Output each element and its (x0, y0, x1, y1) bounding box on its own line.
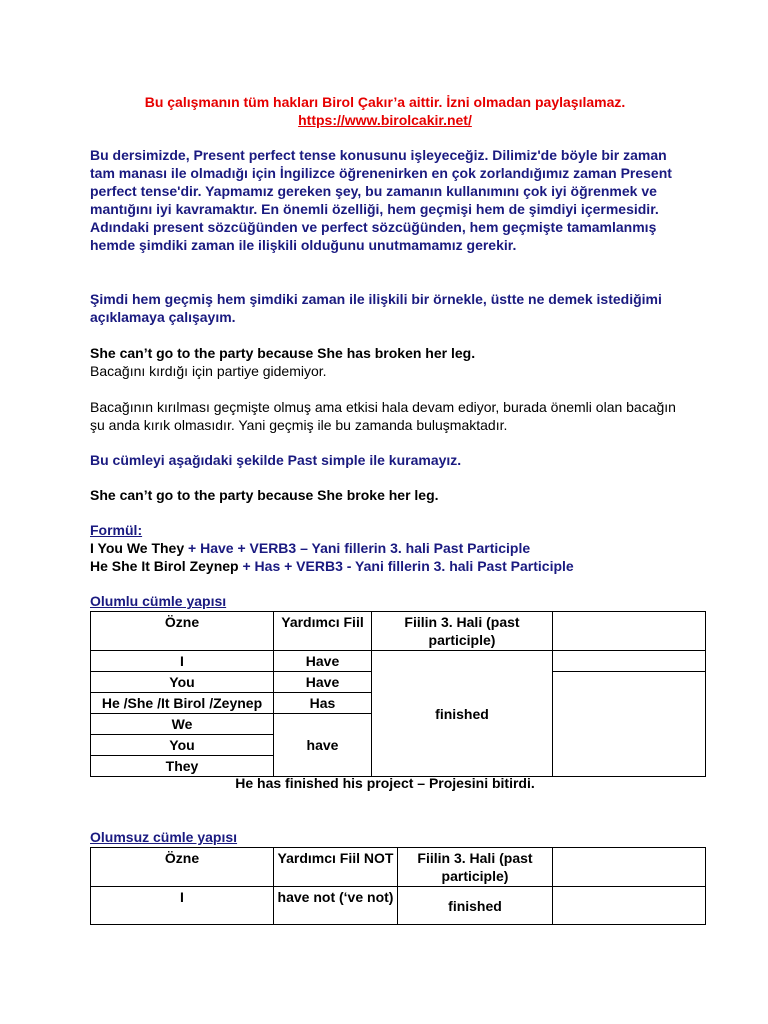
empty-cell (553, 887, 706, 925)
example-explanation: Bacağının kırılması geçmişte olmuş ama etkisi hala devam ediyor, burada önemli olan bacağın şu anda kırık olmasıdır. Yani geçmiş ile bu zamanda buluşmaktadır. (90, 399, 676, 433)
rights-text: Bu çalışmanın tüm hakları Birol Çakır’a aittir. İzni olmadan paylaşılamaz. (144, 94, 626, 110)
subject-cell: We (91, 714, 274, 735)
past-simple-sentence: She can’t go to the party because She broke her leg. (90, 487, 439, 503)
positive-heading: Olumlu cümle yapısı (90, 593, 227, 609)
copyright-notice (90, 93, 680, 129)
table-row (91, 887, 706, 925)
aux-cell: have not (‘ve not) (274, 887, 398, 925)
header-subject: Özne (91, 848, 274, 887)
table-row (91, 651, 706, 672)
table-row (91, 612, 706, 651)
example-translation: Bacağını kırdığı için partiye gidemiyor. (90, 363, 327, 379)
formula-line-1 (90, 539, 680, 557)
header-aux: Yardımcı Fiil NOT (274, 848, 398, 887)
aux-cell: Have (274, 651, 372, 672)
header-aux: Yardımcı Fiil (274, 612, 372, 651)
formula-heading: Formül: (90, 522, 143, 538)
example-block (90, 344, 680, 380)
subject-cell: They (91, 756, 274, 777)
table-row (91, 848, 706, 887)
negative-table (90, 847, 706, 925)
header-subject: Özne (91, 612, 274, 651)
aux-plural-cell: have (274, 714, 372, 777)
formula-block (90, 521, 680, 575)
subject-cell: You (91, 735, 274, 756)
positive-table (90, 611, 706, 777)
example-intro-paragraph: Şimdi hem geçmiş hem şimdiki zaman ile ilişkili bir örnekle, üstte ne demek istediğimi açıklamaya çalışayım. (90, 291, 662, 325)
header-verb3: Fiilin 3. Hali (past participle) (372, 612, 553, 651)
header-empty (553, 612, 706, 651)
past-simple-note: Bu cümleyi aşağıdaki şekilde Past simple ile kuramayız. (90, 452, 462, 468)
aux-cell: Have (274, 672, 372, 693)
subject-cell: He /She /It Birol /Zeynep (91, 693, 274, 714)
formula-line-2 (90, 557, 680, 575)
subject-cell: You (91, 672, 274, 693)
subject-cell: I (91, 887, 274, 925)
positive-example: He has finished his project – Projesini bitirdi. (235, 775, 535, 791)
verb-cell: finished (372, 651, 553, 777)
empty-cell (553, 651, 706, 672)
formula-line-1-subjects: I You We They (90, 540, 185, 556)
header-empty (553, 848, 706, 887)
formula-line-1-rest: + Have + VERB3 – Yani fillerin 3. hali Past Participle (184, 540, 531, 556)
formula-line-2-rest: + Has + VERB3 - Yani fillerin 3. hali Past Participle (238, 558, 574, 574)
intro-paragraph: Bu dersimizde, Present perfect tense konusunu işleyeceğiz. Dilimiz'de böyle bir zaman tam manası ile olmadığı için İngilizce öğrenenirken en çok zorlandığımız zaman Present perfect tense'dir. Yapmamız gereken şey, bu zamanın kullanımını çok iyi öğrenmek ve mantığını iyi kavramaktır. En önemli özelliği, hem geçmişi hem de şimdiyi içermesidir. Adındaki present sözcüğünden ve perfect sözcüğünden, hem geçmişte tamamlanmış hemde şimdiki zaman ile ilişkili olduğunu unutmamamız gerekir. (90, 147, 672, 253)
formula-line-2-subjects: He She It Birol Zeynep (90, 558, 239, 574)
negative-heading: Olumsuz cümle yapısı (90, 829, 238, 845)
website-link[interactable]: https://www.birolcakir.net/ (298, 112, 472, 128)
aux-cell: Has (274, 693, 372, 714)
subject-cell: I (91, 651, 274, 672)
verb-cell: finished (398, 887, 553, 925)
header-verb3: Fiilin 3. Hali (past participle) (398, 848, 553, 887)
empty-cell (553, 672, 706, 777)
example-sentence: She can’t go to the party because She has broken her leg. (90, 345, 476, 361)
